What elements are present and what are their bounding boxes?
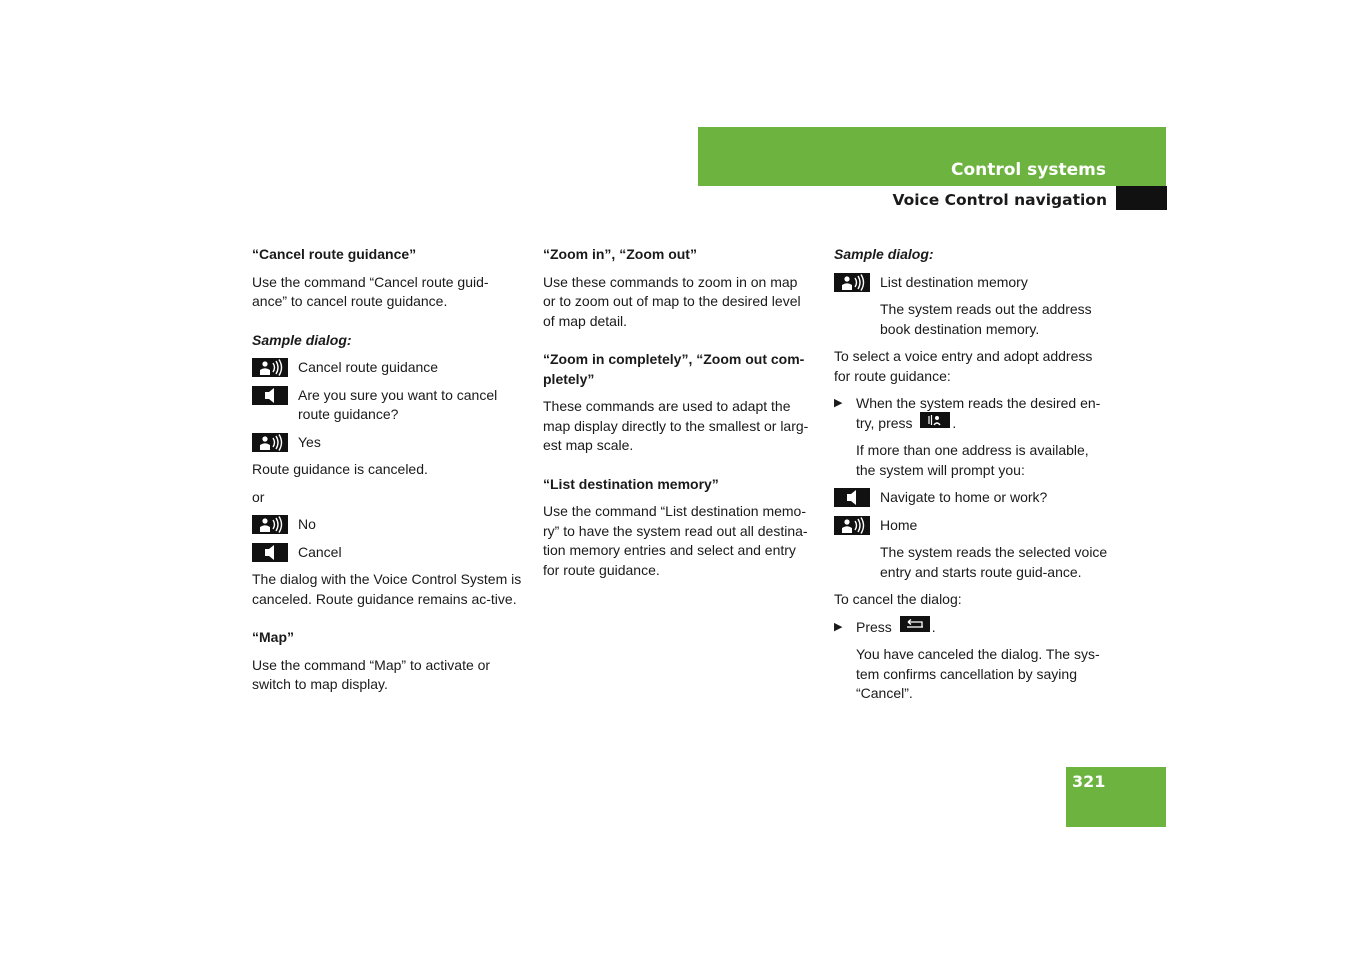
dialog-text: Yes	[298, 433, 321, 450]
indented-paragraph: The system reads out the address book destination memory.	[880, 301, 1092, 337]
sample-dialog-label: Sample dialog:	[252, 331, 352, 348]
dialog-text: Navigate to home or work?	[880, 489, 1048, 506]
column-3	[834, 245, 1110, 712]
dialog-system-line	[252, 386, 522, 425]
paragraph: Use the command “List destination memo-ry” to have the system read out all destina-tion memory entries and select and entry for route guidance.	[543, 503, 808, 578]
bullet-text: When the system reads the desired en-try, press	[856, 395, 1101, 431]
dialog-text: Cancel route guidance	[298, 359, 439, 375]
dialog-text: List destination memory	[880, 273, 1028, 290]
sample-dialog-label: Sample dialog:	[834, 246, 934, 262]
bullet-text-end: .	[931, 618, 936, 635]
talk-button-icon	[920, 412, 950, 434]
paragraph: Route guidance is canceled.	[252, 461, 428, 477]
speaking-person-icon	[252, 515, 288, 534]
paragraph: To cancel the dialog:	[834, 591, 962, 608]
page-number-box	[1066, 767, 1166, 827]
dialog-text: Home	[880, 516, 918, 533]
sub-paragraph: If more than one address is available, the system will prompt you:	[856, 442, 1089, 478]
speaker-icon	[252, 386, 288, 405]
paragraph: Use the command “Cancel route guid-ance” to cancel route guidance.	[252, 273, 489, 309]
speaking-person-icon	[252, 358, 288, 377]
bullet-step	[834, 618, 1110, 638]
back-button-icon	[900, 616, 930, 638]
heading-list-destination-memory: “List destination memory”	[543, 475, 719, 492]
speaking-person-icon	[252, 433, 288, 452]
bullet-step	[834, 394, 1110, 433]
paragraph: or	[252, 488, 265, 505]
dialog-system-line	[834, 488, 1110, 508]
page-number: 321	[1072, 772, 1106, 791]
heading-map: “Map”	[252, 629, 294, 645]
subsection-title: Voice Control navigation	[892, 191, 1107, 209]
paragraph: The dialog with the Voice Control System is canceled. Route guidance remains ac-tive.	[252, 571, 522, 607]
column-2	[543, 245, 813, 588]
speaker-icon	[252, 543, 288, 562]
speaker-icon	[834, 488, 870, 507]
heading-zoom-completely: “Zoom in completely”, “Zoom out com-pletely”	[543, 351, 805, 387]
bullet-text: Press	[856, 618, 892, 635]
subsection-marker	[1116, 186, 1167, 210]
heading-zoom: “Zoom in”, “Zoom out”	[543, 246, 697, 262]
paragraph: Use these commands to zoom in on map or to zoom out of map to the desired level of map detail.	[543, 273, 801, 329]
heading-cancel-route-guidance: “Cancel route guidance”	[252, 246, 417, 262]
paragraph: To select a voice entry and adopt address for route guidance:	[834, 348, 1093, 384]
dialog-text: Are you sure you want to cancel route guidance?	[298, 386, 498, 422]
paragraph: Use the command “Map” to activate or switch to map display.	[252, 656, 491, 692]
speaking-person-icon	[834, 273, 870, 292]
dialog-user-line	[834, 516, 1110, 536]
triangle-bullet-icon: ▶	[834, 397, 843, 409]
paragraph: These commands are used to adapt the map display directly to the smallest or larg-est map scale.	[543, 398, 809, 453]
dialog-user-line	[252, 515, 522, 535]
dialog-user-line	[252, 433, 522, 453]
dialog-text: No	[298, 516, 316, 532]
bullet-text-end: .	[952, 414, 957, 431]
dialog-text: Cancel	[298, 543, 342, 560]
indented-paragraph: The system reads the selected voice entry and starts route guid-ance.	[880, 544, 1108, 580]
dialog-system-line	[252, 543, 522, 563]
triangle-bullet-icon: ▶	[834, 620, 843, 633]
section-title: Control systems	[950, 160, 1106, 180]
column-1	[252, 245, 522, 703]
speaking-person-icon	[834, 516, 870, 535]
dialog-user-line	[834, 273, 1110, 293]
sub-paragraph: You have canceled the dialog. The sys-tem confirms cancellation by saying “Cancel”.	[856, 646, 1100, 702]
dialog-user-line	[252, 358, 522, 378]
header-band	[698, 127, 1166, 186]
